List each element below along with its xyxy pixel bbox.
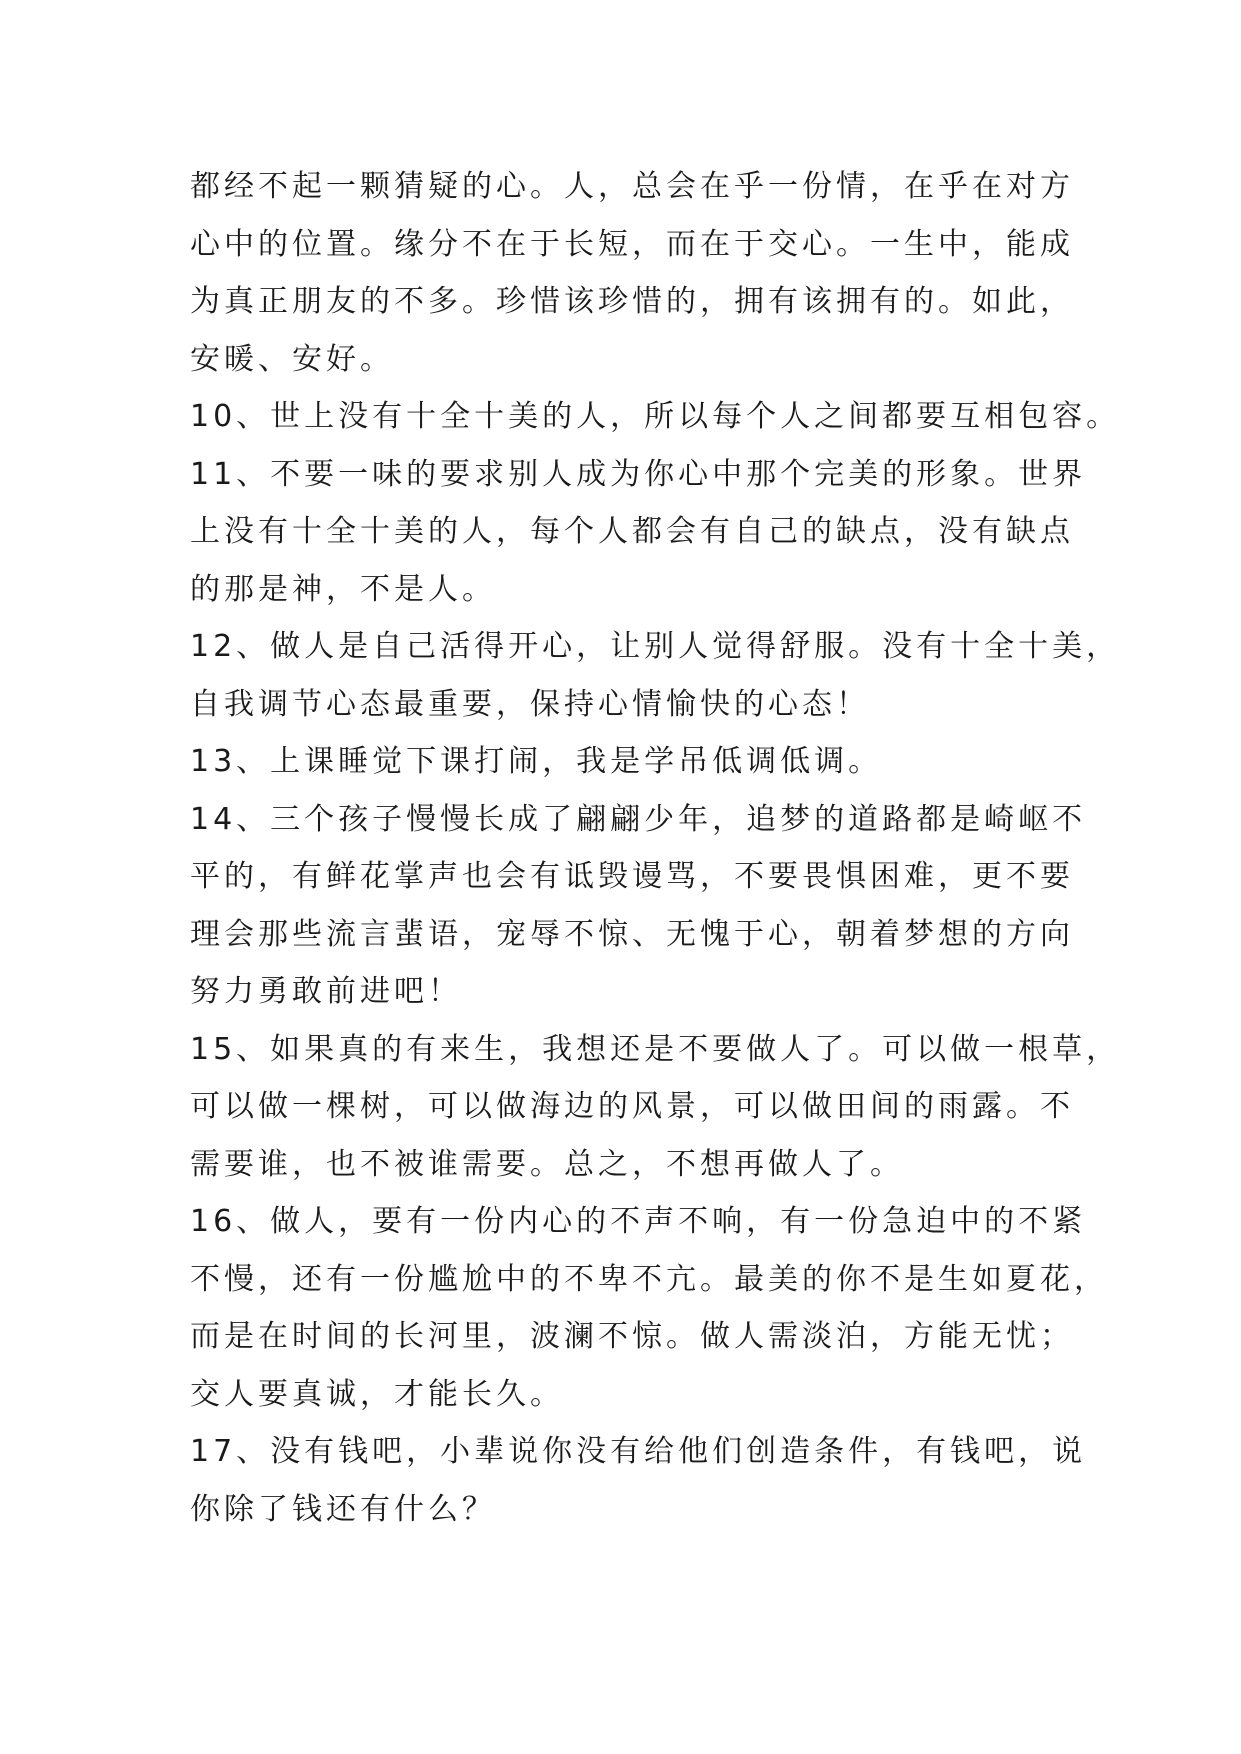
text-line: 需要谁，也不被谁需要。总之，不想再做人了。: [190, 1146, 904, 1182]
text-line: 都经不起一颗猜疑的心。人，总会在乎一份情，在乎在对方: [190, 169, 1074, 204]
text-line: 15、如果真的有来生，我想还是不要做人了。可以做一根草，: [190, 1031, 1121, 1067]
text-line: 心中的位置。缘分不在于长短，而在于交心。一生中，能成: [190, 226, 1074, 262]
text-line: 16、做人，要有一份内心的不声不响，有一份急迫中的不紧: [190, 1204, 1087, 1239]
text-line: 14、三个孩子慢慢长成了翩翩少年，追梦的道路都是崎岖不: [190, 801, 1087, 837]
text-line: 安暖、安好。: [190, 341, 394, 377]
text-line: 你除了钱还有什么？: [190, 1491, 496, 1527]
text-line: 上没有十全十美的人，每个人都会有自己的缺点，没有缺点: [190, 514, 1074, 549]
text-line: 13、上课睡觉下课打闹，我是学吊低调低调。: [190, 744, 883, 779]
text-line: 17、没有钱吧，小辈说你没有给他们创造条件，有钱吧，说: [190, 1434, 1087, 1469]
text-line: 10、世上没有十全十美的人，所以每个人之间都要互相包容。: [190, 399, 1121, 434]
document-body: [190, 158, 1121, 1538]
text-line: 而是在时间的长河里，波澜不惊。做人需淡泊，方能无忧；: [190, 1319, 1074, 1354]
text-line: 可以做一棵树，可以做海边的风景，可以做田间的雨露。不: [190, 1089, 1074, 1124]
text-line: 努力勇敢前进吧！: [190, 974, 462, 1009]
text-line: 平的，有鲜花掌声也会有诋毁谩骂，不要畏惧困难，更不要: [190, 859, 1074, 894]
text-line: 理会那些流言蜚语，宠辱不惊、无愧于心，朝着梦想的方向: [190, 916, 1074, 952]
text-line: 11、不要一味的要求别人成为你心中那个完美的形象。世界: [190, 456, 1087, 492]
text-line: 为真正朋友的不多。珍惜该珍惜的，拥有该拥有的。如此，: [190, 284, 1074, 319]
text-line: 自我调节心态最重要，保持心情愉快的心态！: [190, 686, 870, 722]
text-line: 12、做人是自己活得开心，让别人觉得舒服。没有十全十美，: [190, 629, 1121, 664]
text-line: 交人要真诚，才能长久。: [190, 1376, 564, 1412]
text-line: 的那是神，不是人。: [190, 571, 496, 607]
text-line: 不慢，还有一份尴尬中的不卑不亢。最美的你不是生如夏花，: [190, 1261, 1108, 1297]
